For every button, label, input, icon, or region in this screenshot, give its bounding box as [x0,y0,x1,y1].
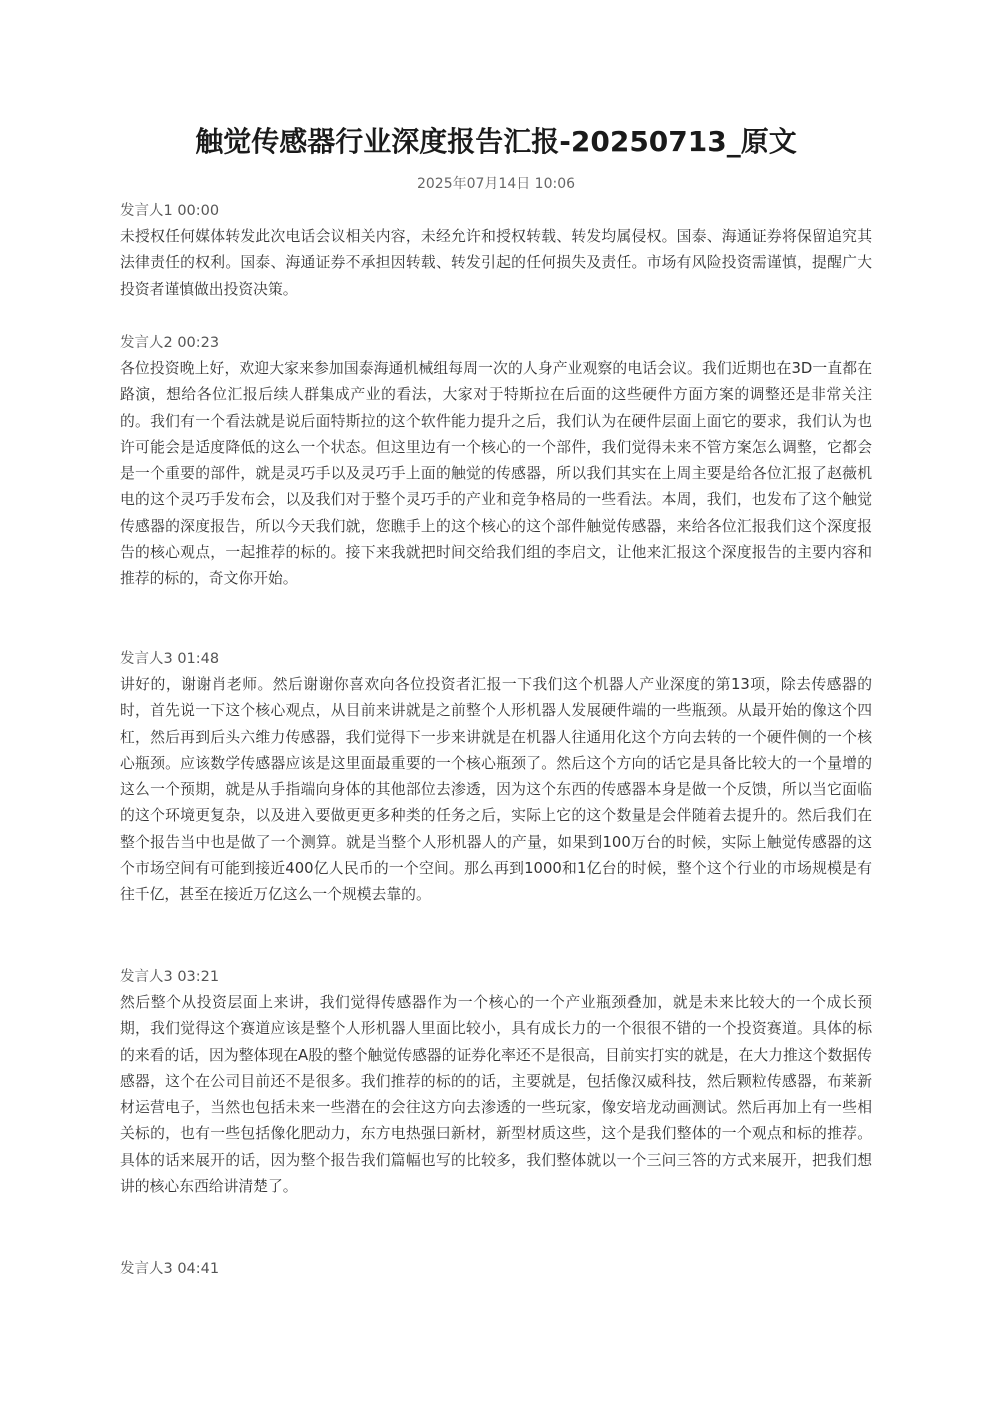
document-title: 触觉传感器行业深度报告汇报-20250713_原文 [195,125,797,158]
transcript-section [120,198,872,303]
speaker-label: 发言人1 00:00 [120,203,220,219]
speaker-label: 发言人3 01:48 [120,651,220,667]
transcript-paragraph: 然后整个从投资层面上来讲，我们觉得传感器作为一个核心的一个产业瓶颈叠加，就是未来比较大的一个成长预期，我们觉得这个赛道应该是整个人形机器人里面比较小，具有成长力的一个很很不错的一个投资赛道。具体的标的来看的话，因为整体现在A股的整个触觉传感器的证券化率还不是很高，目前实打实的就是，在大力推这个数据传感器，这个在公司目前还不是很多。我们推荐的标的的话，主要就是，包括像汉威科技，然后颗粒传感器，布莱新材运营电子，当然也包括未来一些潜在的会往这方向去渗透的一些玩家，像安培龙动画测试。然后再加上有一些相关标的，也有一些包括像化肥动力，东方电热强曰新材，新型材质这些，这个是我们整体的一个观点和标的推荐。具体的话来展开的话，因为整个报告我们篇幅也写的比较多，我们整体就以一个三问三答的方式来展开，把我们想讲的核心东西给讲清楚了。 [120,994,872,1196]
transcript-paragraph: 未授权任何媒体转发此次电话会议相关内容，未经允许和授权转载、转发均属侵权。国泰、海通证券将保留追究其法律责任的权利。国泰、海通证券不承担因转载、转发引起的任何损失及责任。市场有风险投资需谨慎，提醒广大投资者谨慎做出投资决策。 [120,228,872,298]
transcript-section [120,330,872,593]
speaker-label: 发言人2 00:23 [120,335,220,351]
speaker-label: 发言人3 03:21 [120,969,220,985]
transcript-paragraph: 各位投资晚上好，欢迎大家来参加国泰海通机械组每周一次的人身产业观察的电话会议。我们近期也在3D一直都在路演，想给各位汇报后续人群集成产业的看法，大家对于特斯拉在后面的这些硬件方面方案的调整还是非常关注的。我们有一个看法就是说后面特斯拉的这个软件能力提升之后，我们认为在硬件层面上面它的要求，我们认为也许可能会是适度降低的这么一个状态。但这里边有一个核心的一个部件，我们觉得未来不管方案怎么调整，它都会是一个重要的部件，就是灵巧手以及灵巧手上面的触觉的传感器，所以我们其实在上周主要是给各位汇报了赵薇机电的这个灵巧手发布会，以及我们对于整个灵巧手的产业和竞争格局的一些看法。本周，我们，也发布了这个触觉传感器的深度报告，所以今天我们就，您瞧手上的这个核心的这个部件触觉传感器，来给各位汇报我们这个深度报告的核心观点，一起推荐的标的。接下来我就把时间交给我们组的李启文，让他来汇报这个深度报告的主要内容和推荐的标的，奇文你开始。 [120,360,872,588]
transcript-section [120,964,872,1200]
transcript-section [120,1256,872,1282]
speaker-label: 发言人3 04:41 [120,1261,220,1277]
transcript-paragraph: 讲好的，谢谢肖老师。然后谢谢你喜欢向各位投资者汇报一下我们这个机器人产业深度的第13项，除去传感器的时，首先说一下这个核心观点，从目前来讲就是之前整个人形机器人发展硬件端的一些瓶颈。从最开始的像这个四杠，然后再到后头六维力传感器，我们觉得下一步来讲就是在机器人往通用化这个方向去转的一个硬件侧的一个核心瓶颈。应该数学传感器应该是这里面最重要的一个核心瓶颈了。然后这个方向的话它是具备比较大的一个量增的这么一个预期，就是从手指端向身体的其他部位去渗透，因为这个东西的传感器本身是做一个反馈，所以当它面临的这个环境更复杂，以及进入要做更更多种类的任务之后，实际上它的这个数量是会伴随着去提升的。然后我们在整个报告当中也是做了一个测算。就是当整个人形机器人的产量，如果到100万台的时候，实际上触觉传感器的这个市场空间有可能到接近400亿人民币的一个空间。那么再到1000和1亿台的时候，整个这个行业的市场规模是有往千亿，甚至在接近万亿这么一个规模去靠的。 [120,676,872,904]
transcript-section [120,646,872,909]
document-datetime: 2025年07月14日 10:06 [416,176,576,192]
